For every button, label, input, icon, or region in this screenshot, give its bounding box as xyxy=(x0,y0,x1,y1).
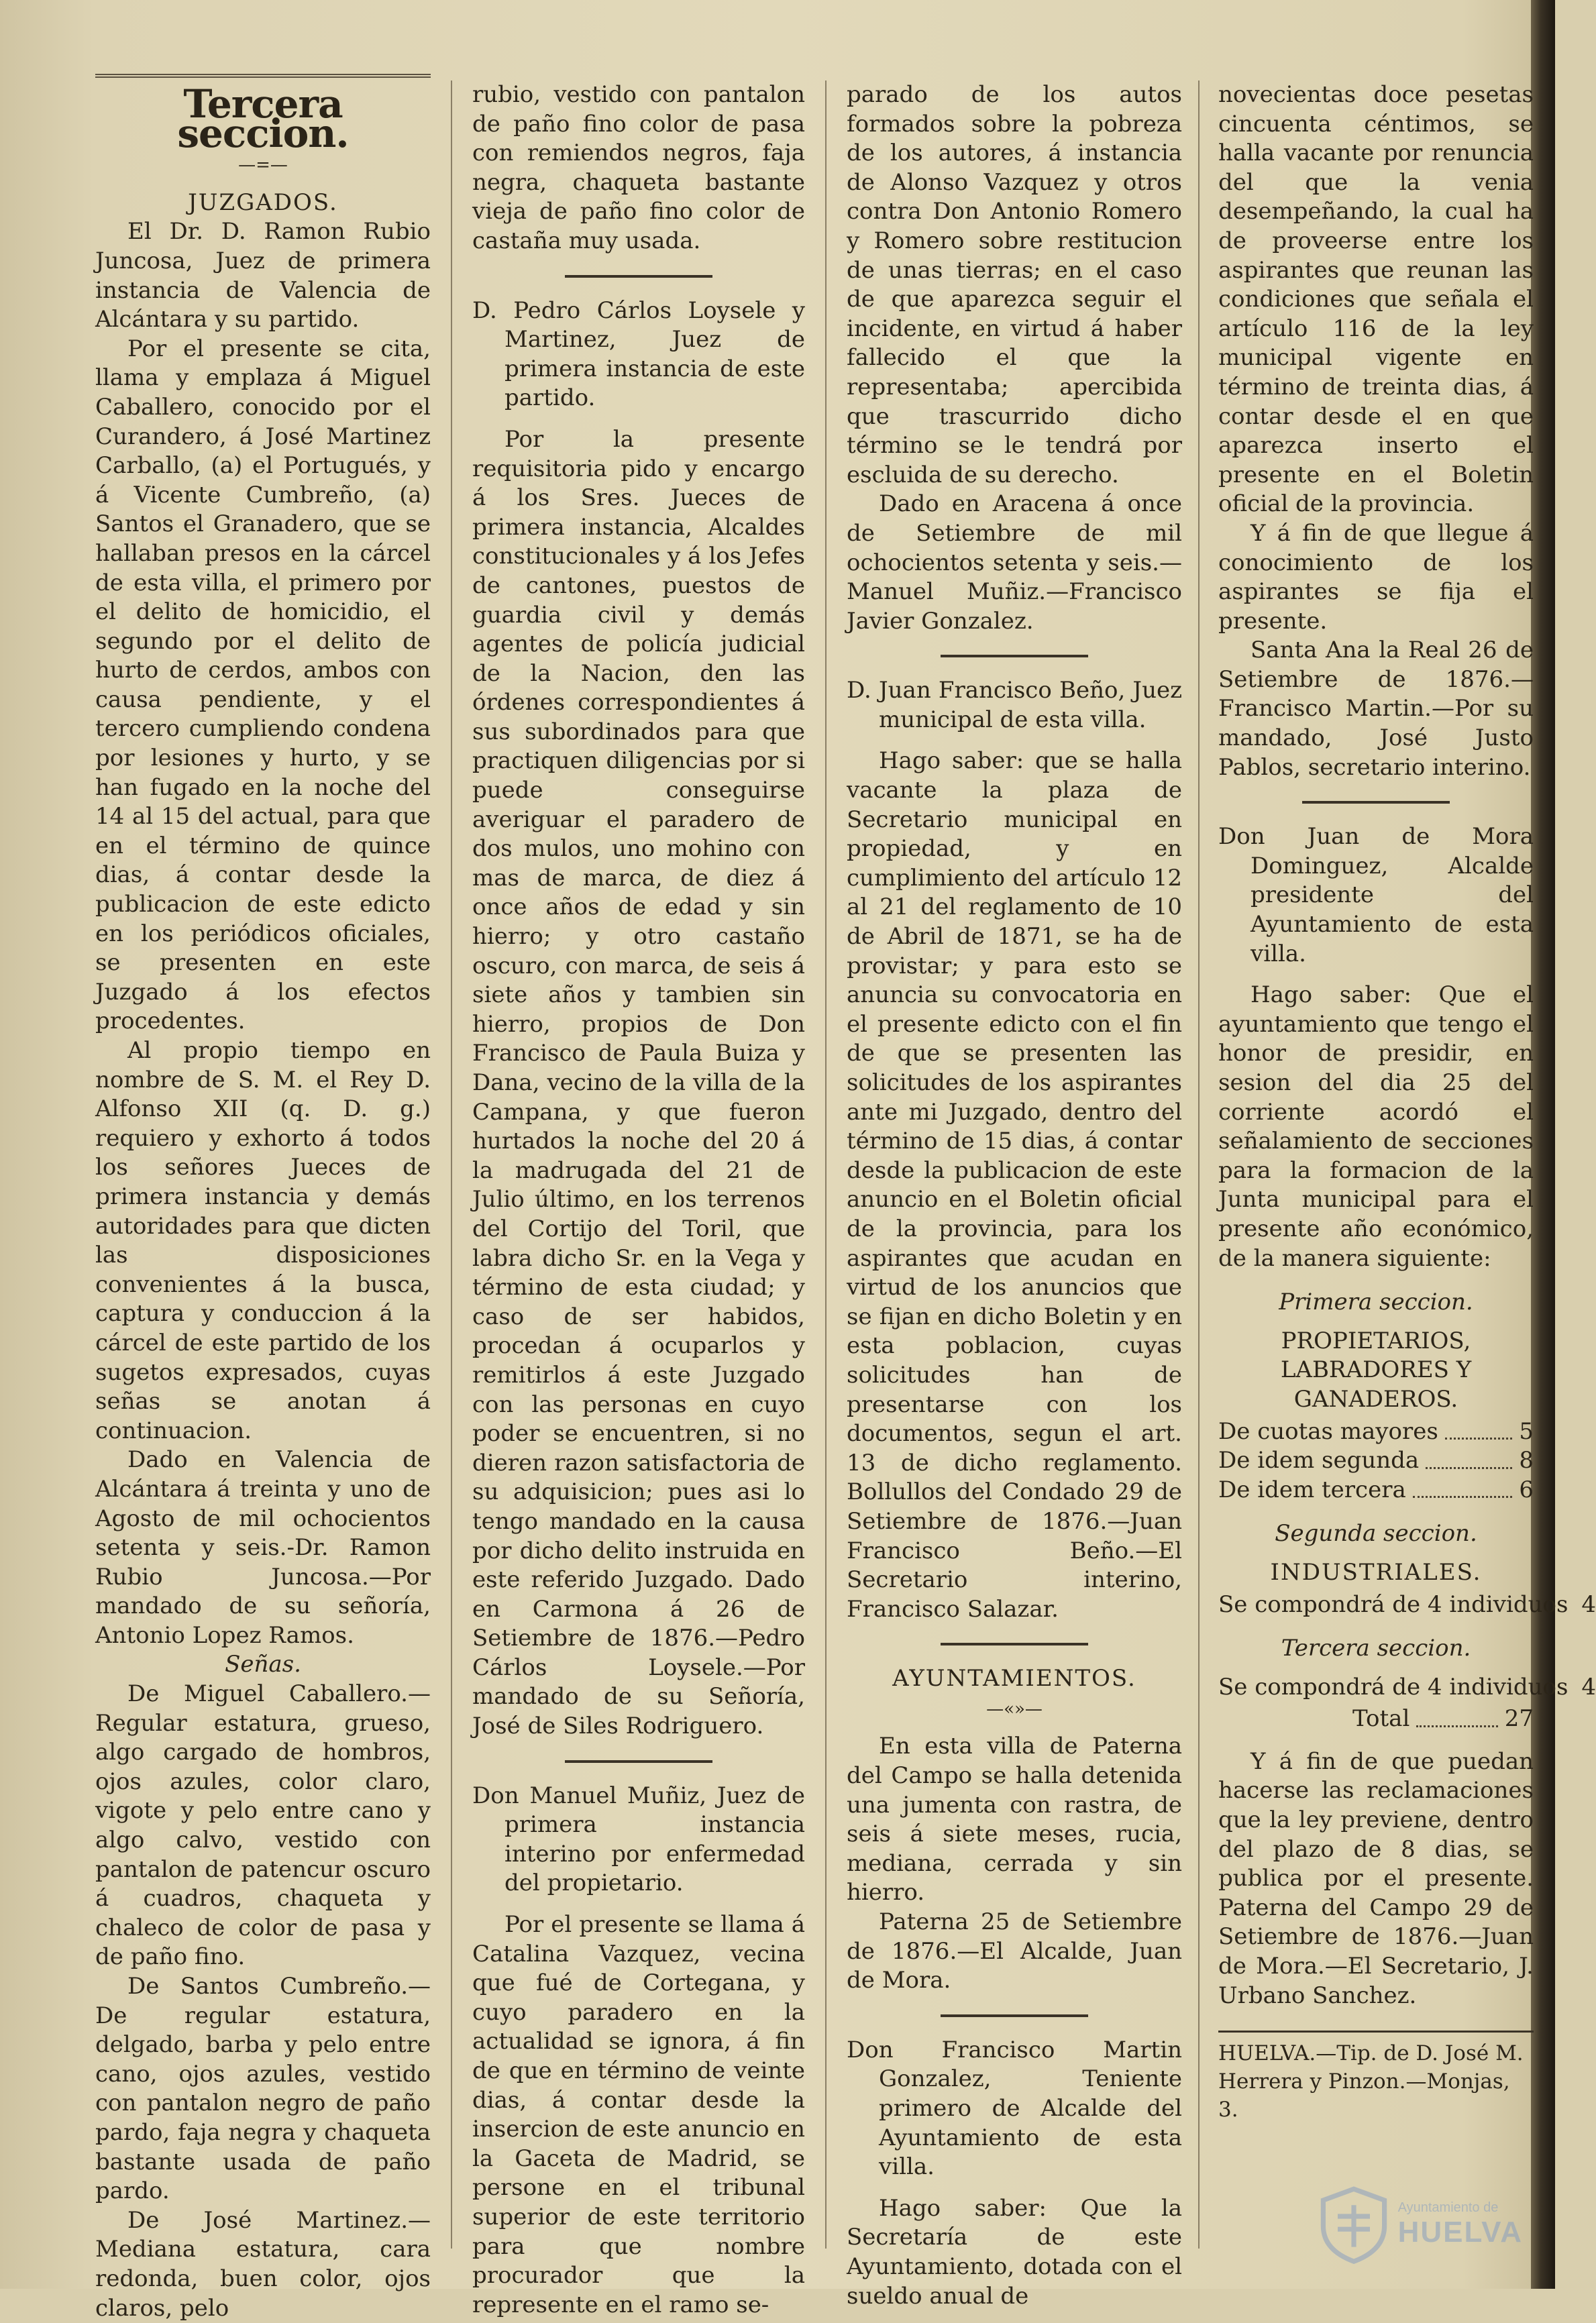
archive-watermark xyxy=(1314,2184,1523,2265)
divider-rule xyxy=(565,275,712,278)
edict-6-header: Don Juan de Mora Dominguez, Alcalde presidente del Ayuntamiento de esta villa. xyxy=(1218,823,1534,967)
divider-rule xyxy=(941,655,1088,657)
edict-1-signature: Dado en Valencia de Alcántara á treinta y uno de Agosto de mil ochocientos setenta y seis.-Dr. Ramon Rubio Juncosa.—Por mandado de su señoría, Antonio Lopez Ramos. xyxy=(95,1446,431,1649)
column-rule xyxy=(825,80,827,2249)
section-3-heading: Tercera seccion. xyxy=(1281,1635,1471,1662)
divider-rule xyxy=(941,1643,1088,1645)
edict-2-header: D. Pedro Cárlos Loysele y Martinez, Juez de primera instancia de este partido. xyxy=(472,296,805,412)
column-3 xyxy=(847,80,1182,2310)
quota-row: De cuotas mayores 5 xyxy=(1218,1417,1534,1445)
column-1 xyxy=(95,80,431,2322)
printer-imprint: HUELVA.—Tip. de D. José M. Herrera y Pinzon.—Monjas, 3. xyxy=(1218,2031,1534,2124)
edict-1-header: El Dr. D. Ramon Rubio Juncosa, Juez de primera instancia de Valencia de Alcántara y su partido. xyxy=(95,218,431,333)
edict-3-body: Por el presente se llama á Catalina Vazquez, vecina que fué de Cortegana, y cuyo paradero en la actualidad se ignora, á fin de que en término de veinte dias, á contar desde la insercion de este anuncio en la Gaceta de Madrid, se persone en el tribunal superior de este territorio para que nombre procurador que la represente en el ramo se- xyxy=(472,1911,805,2318)
edict-3-signature: Dado en Aracena á once de Setiembre de mil ochocientos setenta y seis.—Manuel Muñiz.—Francisco Javier Gonzalez. xyxy=(847,490,1182,635)
coat-of-arms-icon xyxy=(1314,2184,1394,2265)
section-title: Tercera seccion. xyxy=(177,81,349,156)
edict-5-signature: Santa Ana la Real 26 de Setiembre de 1876.—Francisco Martin.—Por su mandado, José Justo Pablos, secretario interino. xyxy=(1218,637,1534,781)
total-row: Total 27 xyxy=(1352,1705,1534,1733)
subsection-heading: JUZGADOS. xyxy=(188,188,338,216)
ornament: —=— xyxy=(238,155,288,176)
edict-4-body: Hago saber: que se halla vacante la plaza de Secretario municipal en propiedad, y en cumplimiento del artículo 12 al 21 del reglamento de 10 de Abril de 1871, se ha de provistar; y para esto se anuncia su convocatoria en el presente edicto con el fin de que se presenten las solicitudes de los aspirantes ante mi Juzgado, dentro del término de 15 dias, á contar desde la publicacion de este anuncio en el Boletin oficial de la provincia, para los aspirantes que acudan en virtud de los anuncios que se fijan en dicho Boletin y en esta poblacion, cuyas solicitudes han de presentarse con los documentos, segun el art. 13 de dicho reglamento. Bollullos del Condado 29 de Setiembre de 1876.—Juan Francisco Beño.—El Secretario interino, Francisco Salazar. xyxy=(847,747,1182,1623)
edict-1-body: Por el presente se cita, llama y emplaza á Miguel Caballero, conocido por el Curandero, á José Martinez Carballo, (a) el Portugués, y á Vicente Cumbreño, (a) Santos el Granadero, que se hallaban presos en la cárcel de esta villa, el primero por el delito de homicidio, el segundo por el delito de hurto de cerdos, ambos con causa pendiente, y el tercero cumpliendo condena por lesiones y hurto, y se han fugado en la noche del 14 al 15 del actual, para que en el término de quince dias, á contar desde la publicacion de este edicto en los periódicos oficiales, se presenten en este Juzgado á los efectos procedentes. xyxy=(95,335,431,1035)
quota-row: Se compondrá de 4 individuos 4 xyxy=(1218,1590,1596,1618)
divider-rule xyxy=(565,1760,712,1763)
notice-signature: Paterna 25 de Setiembre de 1876.—El Alcalde, Juan de Mora. xyxy=(847,1908,1182,1994)
description-continuation: rubio, vestido con pantalon de paño fino color de pasa con remiendos negros, faja negra, chaqueta bastante vieja de paño fino color de castaña muy usada. xyxy=(472,81,805,254)
header-rule xyxy=(95,74,431,78)
edict-6-closing: Y á fin de que puedan hacerse las reclamaciones que la ley previene, dentro del plazo de 8 dias, se publica por el presente. Paterna del Campo 29 de Setiembre de 1876.—Juan de Mora.—El Secretario, J. Urbano Sanchez. xyxy=(1218,1747,1534,2009)
description-paragraph: De José Martinez.—Mediana estatura, cara redonda, buen color, ojos claros, pelo xyxy=(95,2206,431,2322)
divider-rule xyxy=(941,2014,1088,2017)
column-4 xyxy=(1218,80,1596,2262)
edict-1-body: Al propio tiempo en nombre de S. M. el Rey D. Alfonso XII (q. D. g.) requiero y exhorto á todos los señores Jueces de primera instancia y demás autoridades para que dicten las disposiciones convenientes á la busca, captura y conduccion á la cárcel de este partido de los sugetos expresados, cuyas señas se anotan á continuacion. xyxy=(95,1037,431,1444)
column-2 xyxy=(472,80,805,2318)
column-rule xyxy=(451,80,452,2249)
quota-row: De idem tercera 6 xyxy=(1218,1476,1534,1503)
quota-row: Se compondrá de 4 individuos 4 xyxy=(1218,1673,1596,1700)
edict-3-continuation: parado de los autos formados sobre la pobreza de los autores, á instancia de Alonso Vazquez y otros contra Don Antonio Romero y Romero sobre restitucion de unas tierras; en el caso de que aparezca seguir el incidente, en virtud á haber fallecido el que la representaba; apercibida que trascurrido dicho término se le tendrá por escluida de su derecho. xyxy=(847,81,1182,488)
ayuntamientos-heading: AYUNTAMIENTOS. xyxy=(892,1665,1136,1692)
page-binding-edge xyxy=(1531,0,1555,2289)
description-paragraph: De Miguel Caballero.—Regular estatura, grueso, algo cargado de hombros, ojos azules, color claro, vigote y pelo entre cano y algo calvo, vestido con pantalon de patencur oscuro á cuadros, chaqueta y chaleco de color de pasa y de paño fino. xyxy=(95,1680,431,1971)
quota-row: De idem segunda 8 xyxy=(1218,1447,1534,1474)
section-1-heading: Primera seccion. xyxy=(1279,1289,1473,1316)
edict-5-closing: Y á fin de que llegue á conocimiento de los aspirantes se fija el presente. xyxy=(1218,519,1534,635)
edict-5-header: Don Francisco Martin Gonzalez, Teniente primero de Alcalde del Ayuntamiento de esta villa. xyxy=(847,2036,1182,2181)
notice-body: En esta villa de Paterna del Campo se halla detenida una jumenta con rastra, de seis á siete meses, rucia, mediana, cerrada y sin hierro. xyxy=(847,1733,1182,1906)
column-rule xyxy=(1198,80,1200,2249)
section-2-heading: Segunda seccion. xyxy=(1275,1520,1477,1548)
edict-6-body: Hago saber: Que el ayuntamiento que tengo el honor de presidir, en sesion del dia 25 del corriente acordó el señalamiento de secciones para la formacion de la Junta municipal para el presente año económico, de la manera siguiente: xyxy=(1218,981,1534,1272)
edict-5-continuation: novecientas doce pesetas cincuenta céntimos, se halla vacante por renuncia del que la venia desempeñando, la cual ha de proveerse entre los aspirantes que reunan las condiciones que señala el artículo 116 de la ley municipal vigente en término de treinta dias, á contar desde el en que aparezca inserto el presente en el Boletin oficial de la provincia. xyxy=(1218,81,1534,518)
signs-heading: Señas. xyxy=(225,1651,301,1678)
edict-2-body: Por la presente requisitoria pido y encargo á los Sres. Jueces de primera instancia, Alcaldes constitucionales y á los Jefes de cantones, puestos de guardia civil y demás agentes de policía judicial de la Nacion, den las órdenes correspondientes á sus subordinados para que practiquen diligencias por si puede conseguirse averiguar el paradero de dos mulos, uno mohino con mas de marca, de diez á once años de edad y sin hierro; y otro castaño oscuro, con marca, de seis á siete años y tambien sin hierro, propios de Don Francisco de Paula Buiza y Dana, vecino de la villa de la Campana, y que fueron hurtados la noche del 20 á la madrugada del 21 de Julio último, en los terrenos del Cortijo del Toril, que labra dicho Sr. en la Vega y término de esta ciudad; y caso de ser habidos, procedan á ocuparlos y remitirlos á este Juzgado con las personas en cuyo poder se encuentren, si no dieren razon satisfactoria de su adquisicion; pues asi lo tengo mandado en la causa por dicho delito instruida en este referido Juzgado. Dado en Carmona á 26 de Setiembre de 1876.—Pedro Cárlos Loysele.—Por mandado de su Señoría, José de Siles Rodriguero. xyxy=(472,425,805,1740)
section-2-subheading: INDUSTRIALES. xyxy=(1270,1558,1482,1586)
divider-rule xyxy=(1302,801,1450,804)
section-1-subheading: PROPIETARIOS, LABRADORES Y GANADEROS. xyxy=(1280,1327,1472,1413)
watermark-name: HUELVA xyxy=(1397,2215,1523,2249)
edict-5-body: Hago saber: Que la Secretaría de este Ayuntamiento, dotada con el sueldo anual de xyxy=(847,2194,1182,2310)
watermark-caption: Ayuntamiento de xyxy=(1397,2200,1499,2215)
description-paragraph: De Santos Cumbreño.—De regular estatura, delgado, barba y pelo entre cano, ojos azules, vestido con pantalon negro de paño pardo, faja negra y chaqueta bastante usada de paño pardo. xyxy=(95,1973,431,2205)
ornament: —«»— xyxy=(986,1698,1043,1719)
edict-4-header: D. Juan Francisco Beño, Juez municipal de esta villa. xyxy=(847,677,1182,733)
edict-3-header: Don Manuel Muñiz, Juez de primera instancia interino por enfermedad del propietario. xyxy=(472,1782,805,1897)
